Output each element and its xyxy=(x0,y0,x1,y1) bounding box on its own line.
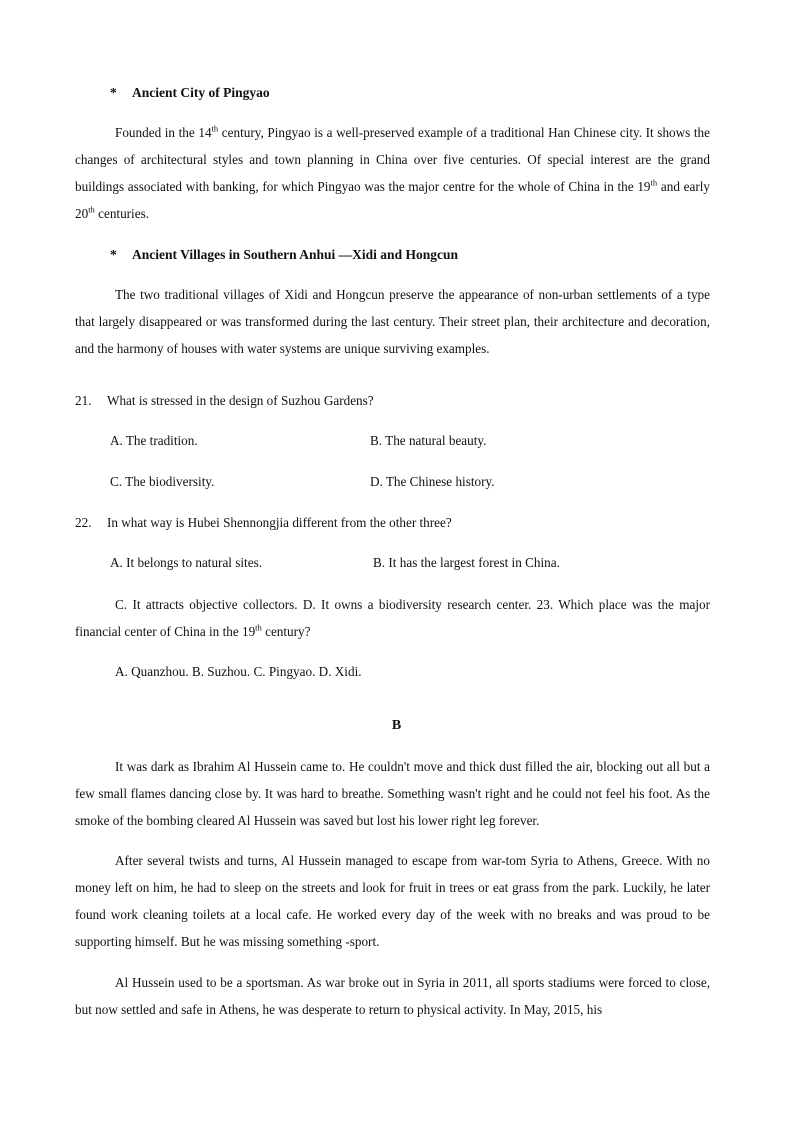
superscript: th xyxy=(88,204,95,215)
paragraph-pingyao xyxy=(75,119,710,227)
text-run: C. It attracts objective collectors. D. It owns a biodiversity research center. 23. Which place was the major financial center of China in the 19 xyxy=(75,597,710,639)
superscript: th xyxy=(211,123,219,134)
superscript: th xyxy=(255,622,262,633)
text-run: and early 20 xyxy=(75,179,710,221)
text-run: Founded in the 14 xyxy=(115,125,212,140)
paragraph-b3: Al Hussein used to be a sportsman. As war broke out in Syria in 2011, all sports stadiums were forced to close, but now settled and safe in Athens, he was desperate to return to physical activity. In May, 2015, his xyxy=(75,975,710,1017)
section-heading-b: B xyxy=(391,718,402,733)
q22-options-cd-and-q23 xyxy=(75,591,710,645)
question-21 xyxy=(75,393,710,409)
text-run: century? xyxy=(261,624,311,639)
question-text: What is stressed in the design of Suzhou Gardens? xyxy=(107,393,374,408)
paragraph-anhui: The two traditional villages of Xidi and Hongcun preserve the appearance of non-urban settlements of a type that largely disappeared or was transformed during the last century. Their street plan, their architecture and decoration, and the harmony of houses with water systems are unique surviving examples. xyxy=(75,287,710,356)
heading-title: Ancient City of Pingyao xyxy=(132,85,270,100)
bullet-star: * xyxy=(110,85,117,100)
question-text: In what way is Hubei Shennongjia different from the other three? xyxy=(107,515,452,530)
question-number: 21. xyxy=(75,393,92,408)
q21-option-b: B. The natural beauty. xyxy=(370,433,487,448)
heading-anhui xyxy=(110,247,710,263)
q21-option-d: D. The Chinese history. xyxy=(370,474,495,489)
question-number: 22. xyxy=(75,515,92,530)
text-run: centuries. xyxy=(94,206,150,221)
heading-pingyao xyxy=(110,85,710,101)
text-run: century, Pingyao is a well-preserved example of a traditional Han Chinese city. It shows the changes of architectural styles and town planning in China over five centuries. Of special interest are the grand buildings associated with banking, for which Pingyao was the major centre for the whole of China in the 19 xyxy=(75,125,711,194)
question-22 xyxy=(75,515,710,531)
q22-option-b: B. It has the largest forest in China. xyxy=(373,555,560,570)
heading-title: Ancient Villages in Southern Anhui —Xidi and Hongcun xyxy=(132,247,458,262)
paragraph-b2: After several twists and turns, Al Hussein managed to escape from war-tom Syria to Athens, Greece. With no money left on him, he had to sleep on the streets and look for fruit in trees or eat grass from the park. Luckily, he later found work cleaning toilets at a local cafe. He worked every day of the week with no breaks and was proud to be supporting himself. But he was missing something -sport. xyxy=(75,853,710,949)
q21-option-a: A. The tradition. xyxy=(110,433,198,448)
superscript: th xyxy=(650,177,658,188)
bullet-star: * xyxy=(110,247,117,262)
q23-options: A. Quanzhou. B. Suzhou. C. Pingyao. D. Xidi. xyxy=(115,664,362,679)
paragraph-b1: It was dark as Ibrahim Al Hussein came to. He couldn't move and thick dust filled the air, blocking out all but a few small flames dancing close by. It was hard to breathe. Something wasn't right and he could not feel his foot. As the smoke of the bombing cleared Al Hussein was saved but lost his lower right leg forever. xyxy=(75,759,710,828)
q21-option-c: C. The biodiversity. xyxy=(110,474,215,489)
q22-option-a: A. It belongs to natural sites. xyxy=(110,555,262,570)
